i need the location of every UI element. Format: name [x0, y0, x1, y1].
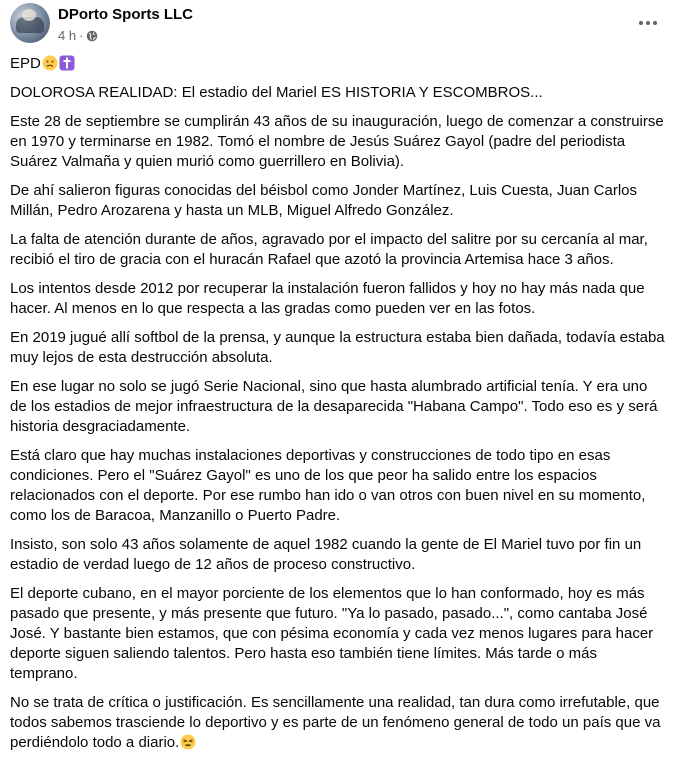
post-paragraph: Este 28 de septiembre se cumplirán 43 años de su inauguración, luego de comenzar a construirse en 1970 y terminarse en 1982. Tomó el nombre de Jesús Suárez Gayol (padre del periodista Suárez Valmaña y quien murió como guerrillero en Bolivia). [10, 113, 664, 170]
post-paragraph: En 2019 jugué allí softbol de la prensa, y aunque la estructura estaba bien dañada, todavía estaba muy lejos de esta destrucción absoluta. [10, 329, 665, 366]
author-name[interactable]: DPorto Sports LLC [58, 6, 193, 23]
post-paragraph: Está claro que hay muchas instalaciones deportivas y construcciones de todo tipo en esas condiciones. Pero el "Suárez Gayol" es uno de los que peor ha salido entre los espacios relacionados con el deporte. Por ese rumbo han ido o van otros con buen nivel en su momento, como los de Baracoa, Manzanillo o Puerto Padre. [10, 447, 646, 524]
globe-icon [86, 30, 98, 42]
post-paragraph: El deporte cubano, en el mayor porciente de los elementos que lo han conformado, hoy es más pasado que presente, y más presente que futuro. "Ya lo pasado, pasado...", como cantaba José José. Y bastante bien estamos, que con pésima economía y cada vez menos lugares para hacer deporte siguen saliendo talentos. Pero hasta eso también tiene límites. Más tarde o más temprano. [10, 585, 654, 682]
post-header [10, 3, 666, 47]
post-timestamp[interactable]: 4 h [58, 28, 77, 43]
more-options-icon [639, 21, 643, 25]
post-paragraph: Insisto, son solo 43 años solamente de aquel 1982 cuando la gente de El Mariel tuvo por fin un estadio de verdad luego de 12 años de proceso constructivo. [10, 536, 642, 573]
page-avatar[interactable] [10, 3, 50, 43]
post-paragraph: EPD [10, 54, 666, 74]
post-paragraph: En ese lugar no solo se jugó Serie Nacional, sino que hasta alumbrado artificial tenía. Y era uno de los estadios de mejor infraestructura de la desaparecida "Habana Campo". Todo eso es y será historia desgraciadamente. [10, 378, 658, 435]
tired-face-emoji-icon [180, 734, 196, 750]
post-paragraph: No se trata de crítica o justificación. Es sencillamente una realidad, tan dura como irrefutable, que todos sabemos trasciende lo deportivo y es parte de un fenómeno general de todo un país que va perdiéndolo todo a diario. [10, 694, 661, 751]
post-paragraph: DOLOROSA REALIDAD: El estadio del Mariel ES HISTORIA Y ESCOMBROS... [10, 84, 543, 101]
post-paragraph: De ahí salieron figuras conocidas del béisbol como Jonder Martínez, Luis Cuesta, Juan Carlos Millán, Pedro Arozarena y hasta un MLB, Miguel Alfredo González. [10, 182, 637, 219]
post-paragraph: Los intentos desde 2012 por recuperar la instalación fueron fallidos y hoy no hay más nada que hacer. Al menos en lo que respecta a las gradas como pueden ver en las fotos. [10, 280, 645, 317]
latin-cross-emoji-icon [59, 55, 75, 71]
post-meta [58, 28, 98, 43]
sad-face-emoji-icon [42, 55, 58, 71]
post-paragraph: La falta de atención durante de años, agravado por el impacto del salitre por su cercanía al mar, recibió el tiro de gracia con el huracán Rafael que azotó la provincia Artemisa hace 3 años. [10, 231, 648, 268]
meta-separator: · [79, 28, 84, 43]
more-options-button[interactable] [632, 11, 664, 35]
post-body [10, 54, 666, 762]
